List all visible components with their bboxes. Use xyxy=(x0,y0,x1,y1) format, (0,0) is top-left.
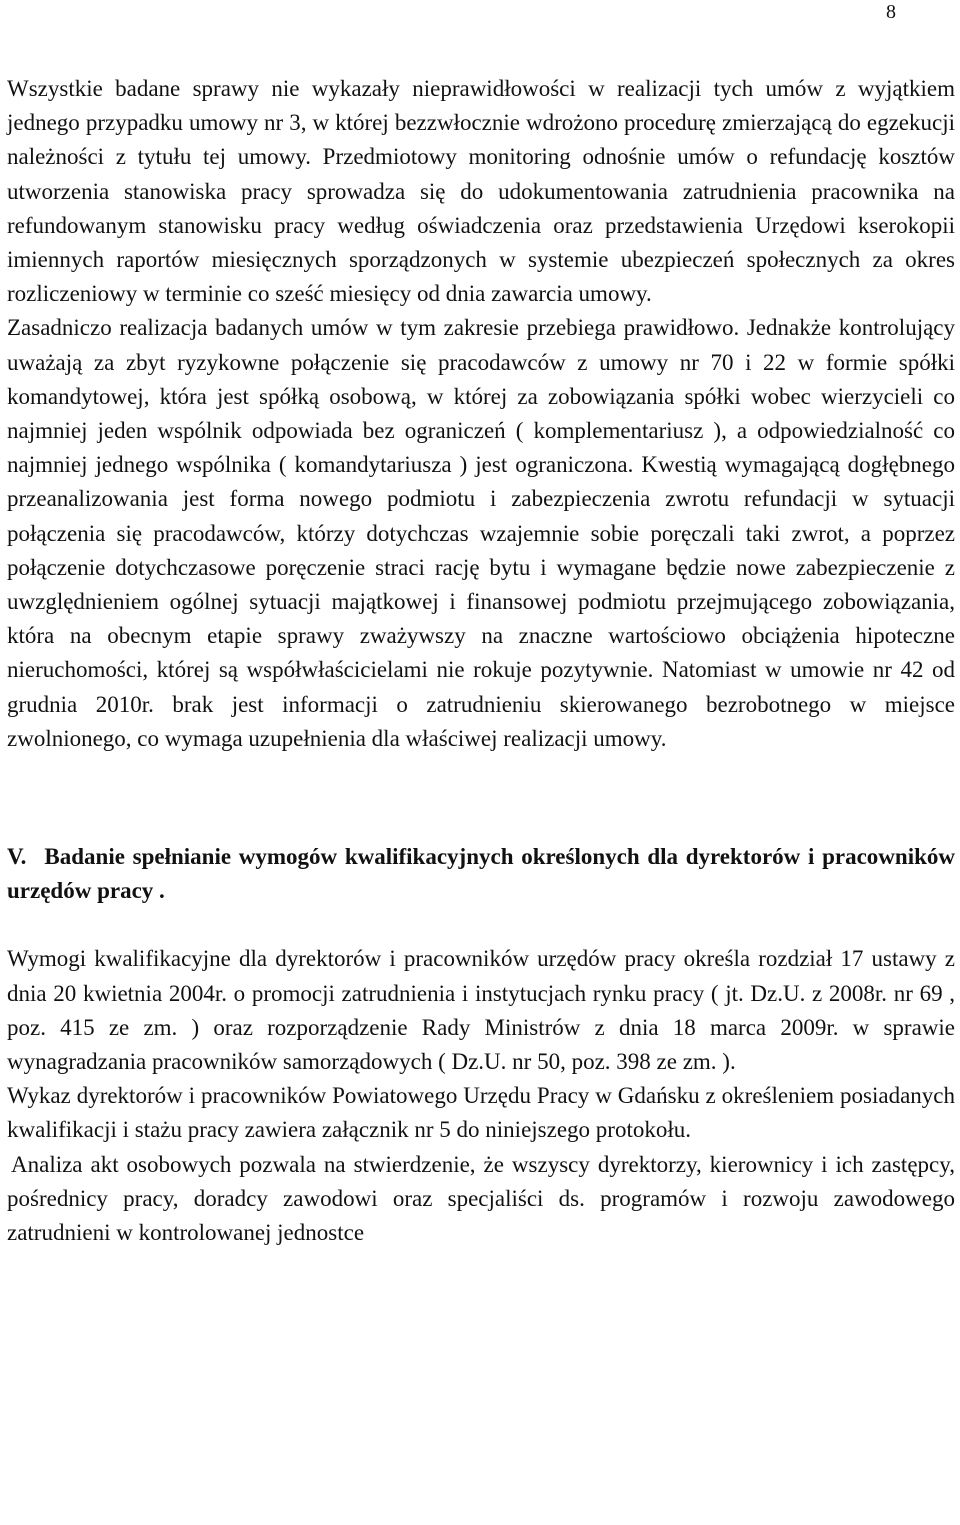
section-spacer-2 xyxy=(7,908,955,942)
section-spacer xyxy=(7,756,955,840)
section-number: V. xyxy=(7,844,27,870)
document-body xyxy=(7,72,955,1250)
paragraph-monitoring: Wszystkie badane sprawy nie wykazały nieprawidłowości w realizacji tych umów z wyjątkiem jednego przypadku umowy nr 3, w której bezzwłocznie wdrożono procedurę zmierzającą do egzekucji należności z tytułu tej umowy. Przedmiotowy monitoring odnośnie umów o refundację kosztów utworzenia stanowiska pracy sprowadza się do udokumentowania zatrudnienia pracownika na refundowanym stanowisku pracy według oświadczenia oraz przedstawienia Urzędowi kserokopii imiennych raportów miesięcznych sporządzonych w systemie ubezpieczeń społecznych za okres rozliczeniowy w terminie co sześć miesięcy od dnia zawarcia umowy. xyxy=(7,76,955,307)
section-heading xyxy=(7,840,955,908)
page-number: 8 xyxy=(886,1,896,23)
paragraph-wykaz: Wykaz dyrektorów i pracowników Powiatowego Urzędu Pracy w Gdańsku z określeniem posiadanych kwalifikacji i stażu pracy zawiera załącznik nr 5 do niniejszego protokołu. xyxy=(7,1083,955,1143)
section-title: Badanie spełnianie wymogów kwalifikacyjnych określonych dla dyrektorów i pracowników urzędów pracy . xyxy=(7,844,955,904)
paragraph-realizacja: Zasadniczo realizacja badanych umów w tym zakresie przebiega prawidłowo. Jednakże kontrolujący uważają za zbyt ryzykowne połączenie się pracodawców z umowy nr 70 i 22 w formie spółki komandytowej, która jest spółką osobową, w której za zobowiązania spółki wobec wierzycieli co najmniej jeden wspólnik odpowiada bez ograniczeń ( komplementariusz ), a odpowiedzialność co najmniej jednego wspólnika ( komandytariusza ) jest ograniczona. Kwestią wymagającą dogłębnego przeanalizowania jest forma nowego podmiotu i zabezpieczenia zwrotu refundacji w sytuacji połączenia się pracodawców, którzy dotychczas wzajemnie sobie poręczali taki zwrot, a poprzez połączenie dotychczasowe poręczenie straci rację bytu i wymagane będzie nowe zabezpieczenie z uwzględnieniem ogólnej sytuacji majątkowej i finansowej podmiotu przejmującego zobowiązania, która na obecnym etapie sprawy zważywszy na znaczne wartościowo obciążenia hipoteczne nieruchomości, której są współwłaścicielami nie rokuje pozytywnie. Natomiast w umowie nr 42 od grudnia 2010r. brak jest informacji o zatrudnieniu skierowanego bezrobotnego w miejsce zwolnionego, co wymaga uzupełnienia dla właściwej realizacji umowy. xyxy=(7,315,955,751)
paragraph-analiza: Analiza akt osobowych pozwala na stwierdzenie, że wszyscy dyrektorzy, kierownicy i ich zastępcy, pośrednicy pracy, doradcy zawodowi oraz specjaliści ds. programów i rozwoju zawodowego zatrudnieni w kontrolowanej jednostce xyxy=(7,1151,955,1246)
paragraph-wymogi: Wymogi kwalifikacyjne dla dyrektorów i pracowników urzędów pracy określa rozdział 17 ustawy z dnia 20 kwietnia 2004r. o promocji zatrudnienia i instytucjach rynku pracy ( jt. Dz.U. z 2008r. nr 69 , poz. 415 ze zm. ) oraz rozporządzenie Rady Ministrów z dnia 18 marca 2009r. w sprawie wynagradzania pracowników samorządowych ( Dz.U. nr 50, poz. 398 ze zm. ). xyxy=(7,946,955,1075)
